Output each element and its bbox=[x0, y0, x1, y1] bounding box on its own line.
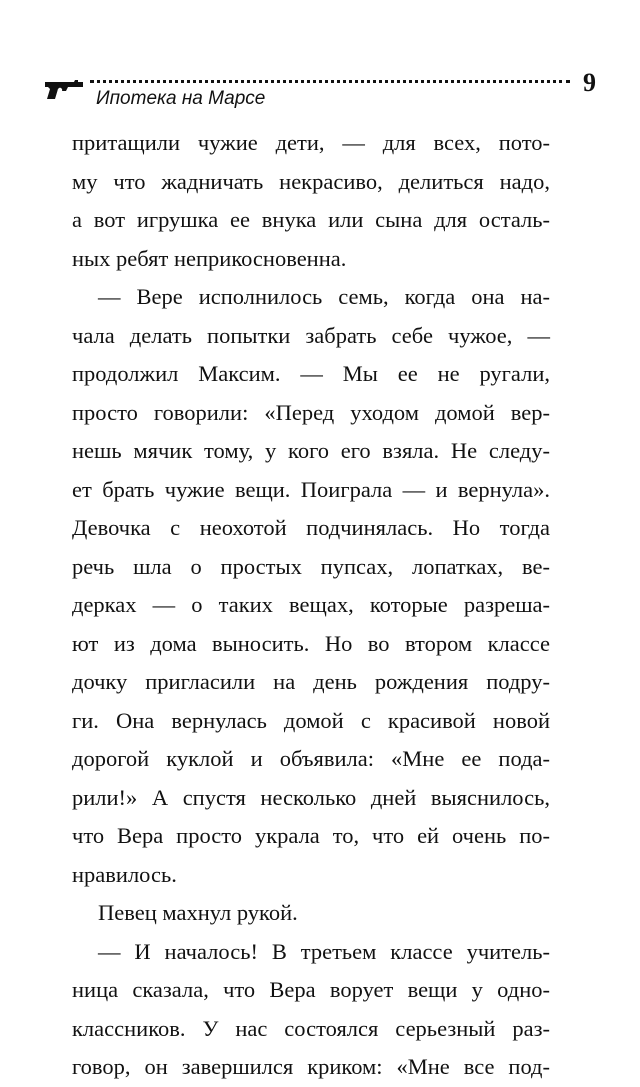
text-line: Девочка с неохотой подчинялась. Но тогда bbox=[72, 515, 550, 540]
text-line: притащили чужие дети, — для всех, пото- bbox=[72, 130, 550, 155]
text-line: дерках — о таких вещах, которые разреша- bbox=[72, 592, 550, 617]
running-header bbox=[44, 68, 596, 118]
text-line: чала делать попытки забрать себе чужое, — bbox=[72, 322, 550, 348]
text-line: ги. Она вернулась домой с красивой новой bbox=[72, 707, 550, 733]
text-line: ница сказала, что Вера ворует вещи у одно- bbox=[72, 977, 550, 1002]
text-line: дочку пригласили на день рождения подру- bbox=[72, 669, 550, 694]
text-line: ют из дома выносить. Но во втором классе bbox=[72, 630, 550, 656]
text-line: нравилось. bbox=[72, 861, 177, 887]
text-line: а вот игрушка ее внука или сына для осталь- bbox=[72, 207, 550, 232]
text-line: ет брать чужие вещи. Поиграла — и вернула». bbox=[72, 476, 550, 502]
text-line: му что жадничать некрасиво, делиться надо, bbox=[72, 168, 550, 194]
text-line: — И началось! В третьем классе учитель- bbox=[98, 938, 550, 964]
text-line: продолжил Максим. — Мы ее не ругали, bbox=[72, 361, 550, 386]
text-line: говор, он завершился криком: «Мне все под- bbox=[72, 1054, 550, 1079]
text-line: классников. У нас состоялся серьезный раз- bbox=[72, 1015, 550, 1041]
text-line: ных ребят неприкосновенна. bbox=[72, 245, 347, 271]
dotted-rule bbox=[90, 80, 570, 87]
text-line: просто говорили: «Перед уходом домой вер- bbox=[72, 399, 550, 425]
text-line: что Вера просто украла то, что ей очень по- bbox=[72, 823, 550, 848]
text-line: речь шла о простых пупсах, лопатках, ве- bbox=[72, 553, 550, 579]
text-line: дорогой куклой и объявила: «Мне ее пода- bbox=[72, 746, 550, 771]
revolver-icon bbox=[44, 78, 84, 100]
page-number: 9 bbox=[583, 68, 596, 97]
text-line: — Вере исполнилось семь, когда она на- bbox=[98, 284, 550, 309]
text-line: Певец махнул рукой. bbox=[98, 900, 298, 925]
text-line: нешь мячик тому, у кого его взяла. Не следу- bbox=[72, 438, 550, 463]
text-line: рили!» А спустя несколько дней выяснилось, bbox=[72, 784, 550, 810]
body-text bbox=[72, 124, 550, 1087]
running-title: Ипотека на Марсе bbox=[96, 88, 266, 109]
